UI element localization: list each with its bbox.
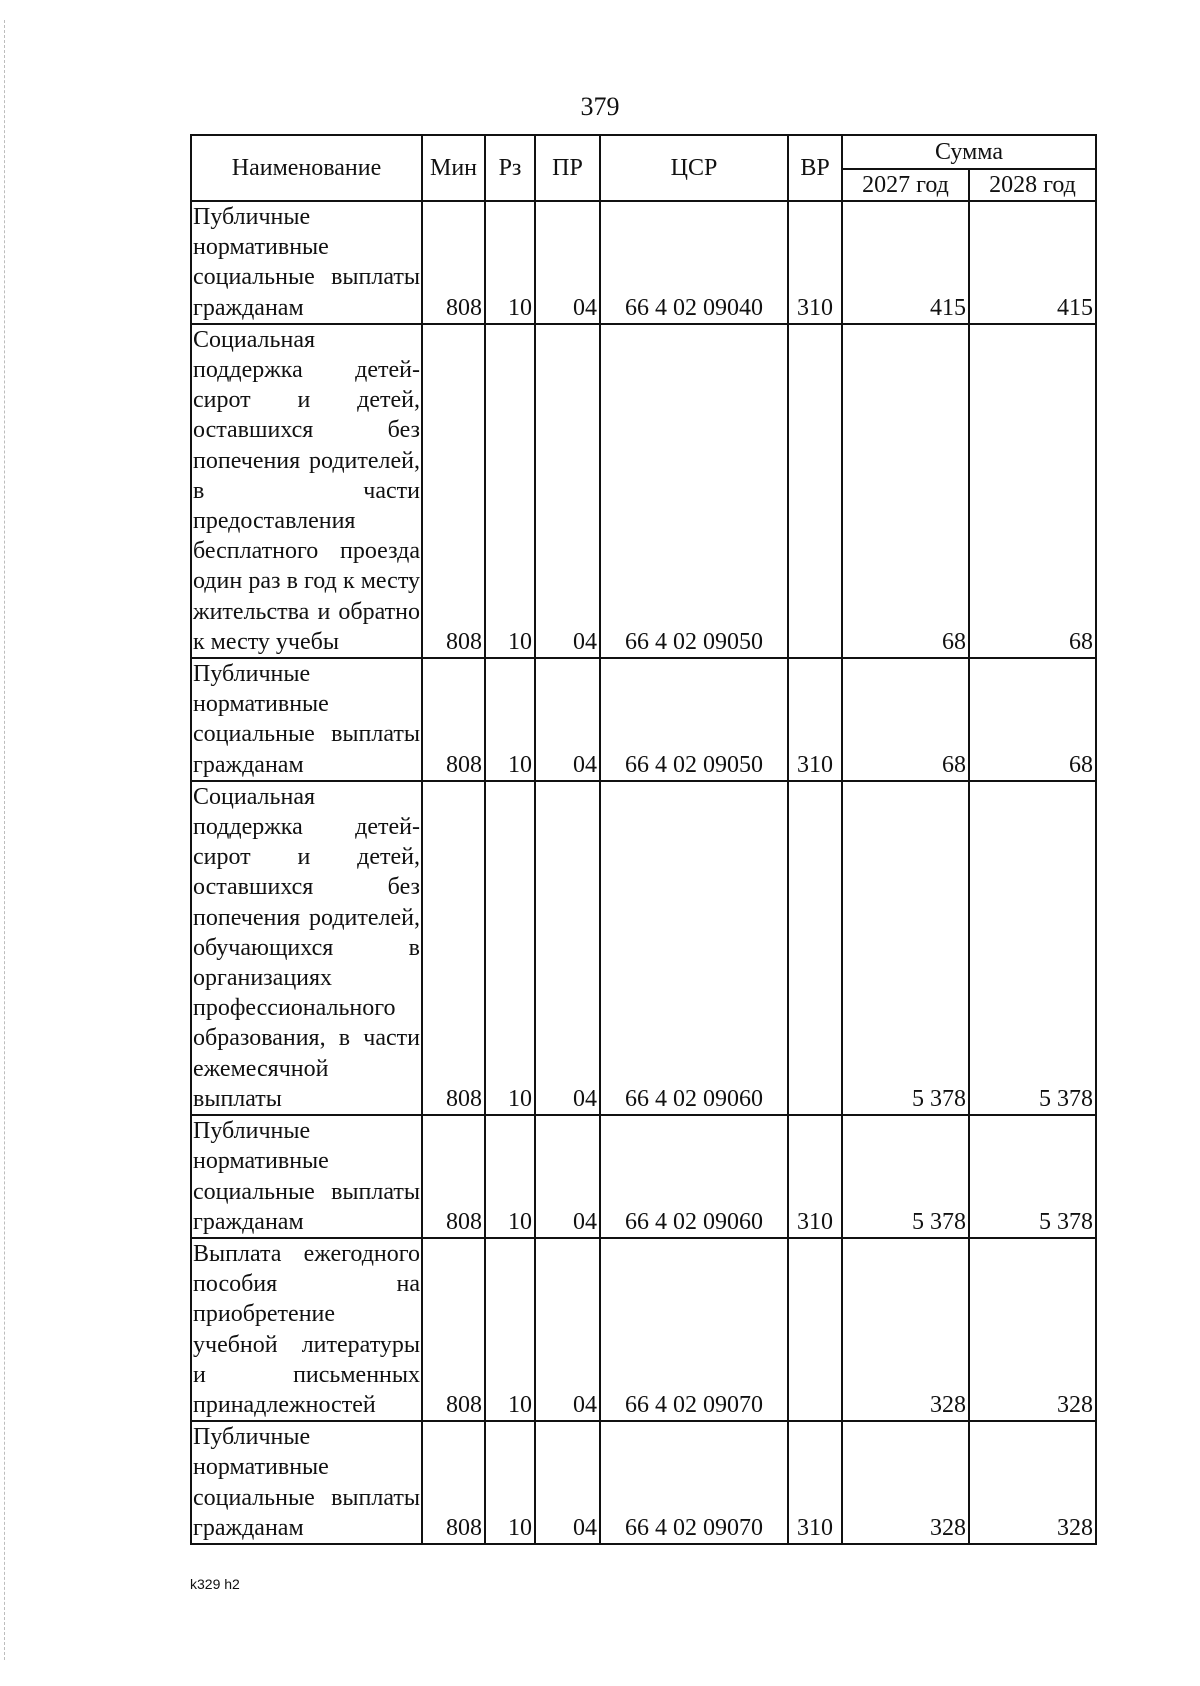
row-min: 808 <box>422 1238 485 1421</box>
row-rz: 10 <box>485 1115 535 1238</box>
row-vr: 310 <box>788 1421 842 1544</box>
row-name: Публичные нормативные социальные выплаты гражданам <box>191 658 422 781</box>
row-min: 808 <box>422 324 485 658</box>
row-name: Социальная поддержка детей-сирот и детей, оставшихся без попечения родителей, обучающихся в организациях профессионального образования, в части ежемесячной выплаты <box>191 781 422 1115</box>
row-min: 808 <box>422 1115 485 1238</box>
row-csr: 66 4 02 09070 <box>600 1421 788 1544</box>
row-vr: 310 <box>788 201 842 324</box>
row-csr: 66 4 02 09040 <box>600 201 788 324</box>
table-row <box>191 1115 1096 1238</box>
row-name: Выплата ежегодного пособия на приобретение учебной литературы и письменных принадлежностей <box>191 1238 422 1421</box>
row-csr: 66 4 02 09070 <box>600 1238 788 1421</box>
row-pr: 04 <box>535 781 600 1115</box>
row-sum-2028: 415 <box>969 201 1096 324</box>
table-row <box>191 781 1096 1115</box>
row-vr: 310 <box>788 1115 842 1238</box>
row-vr <box>788 781 842 1115</box>
row-csr: 66 4 02 09060 <box>600 781 788 1115</box>
table-row <box>191 324 1096 658</box>
row-min: 808 <box>422 1421 485 1544</box>
row-min: 808 <box>422 201 485 324</box>
row-sum-2028: 5 378 <box>969 1115 1096 1238</box>
row-rz: 10 <box>485 1421 535 1544</box>
row-rz: 10 <box>485 1238 535 1421</box>
row-sum-2027: 68 <box>842 324 969 658</box>
row-vr <box>788 1238 842 1421</box>
row-name: Публичные нормативные социальные выплаты гражданам <box>191 1115 422 1238</box>
row-name: Публичные нормативные социальные выплаты гражданам <box>191 201 422 324</box>
row-sum-2027: 5 378 <box>842 781 969 1115</box>
row-name: Социальная поддержка детей-сирот и детей, оставшихся без попечения родителей, в части предоставления бесплатного проезда один раз в год к месту жительства и обратно к месту учебы <box>191 324 422 658</box>
header-name: Наименование <box>191 135 422 201</box>
row-sum-2028: 328 <box>969 1238 1096 1421</box>
header-sum: Сумма <box>842 135 1096 169</box>
table-row <box>191 658 1096 781</box>
row-csr: 66 4 02 09050 <box>600 324 788 658</box>
header-pr: ПР <box>535 135 600 201</box>
row-sum-2028: 68 <box>969 324 1096 658</box>
page-number: 379 <box>580 92 620 121</box>
scan-edge-artifact <box>4 20 6 1660</box>
footer-doc-code: k329 h2 <box>190 1576 240 1592</box>
row-vr <box>788 324 842 658</box>
row-min: 808 <box>422 658 485 781</box>
row-pr: 04 <box>535 658 600 781</box>
header-rz: Рз <box>485 135 535 201</box>
row-sum-2027: 5 378 <box>842 1115 969 1238</box>
row-rz: 10 <box>485 658 535 781</box>
row-rz: 10 <box>485 781 535 1115</box>
row-csr: 66 4 02 09060 <box>600 1115 788 1238</box>
row-sum-2027: 415 <box>842 201 969 324</box>
row-sum-2027: 328 <box>842 1421 969 1544</box>
budget-table <box>190 134 1097 1545</box>
row-name: Публичные нормативные социальные выплаты гражданам <box>191 1421 422 1544</box>
row-sum-2028: 68 <box>969 658 1096 781</box>
table-row <box>191 201 1096 324</box>
row-sum-2028: 5 378 <box>969 781 1096 1115</box>
table-row <box>191 1238 1096 1421</box>
row-min: 808 <box>422 781 485 1115</box>
header-year-2028: 2028 год <box>969 169 1096 201</box>
row-pr: 04 <box>535 324 600 658</box>
row-csr: 66 4 02 09050 <box>600 658 788 781</box>
row-sum-2027: 68 <box>842 658 969 781</box>
header-vr: ВР <box>788 135 842 201</box>
header-csr: ЦСР <box>600 135 788 201</box>
row-sum-2028: 328 <box>969 1421 1096 1544</box>
row-rz: 10 <box>485 324 535 658</box>
table-row <box>191 1421 1096 1544</box>
header-min: Мин <box>422 135 485 201</box>
row-rz: 10 <box>485 201 535 324</box>
row-pr: 04 <box>535 201 600 324</box>
row-pr: 04 <box>535 1238 600 1421</box>
row-vr: 310 <box>788 658 842 781</box>
row-pr: 04 <box>535 1421 600 1544</box>
row-pr: 04 <box>535 1115 600 1238</box>
row-sum-2027: 328 <box>842 1238 969 1421</box>
header-year-2027: 2027 год <box>842 169 969 201</box>
